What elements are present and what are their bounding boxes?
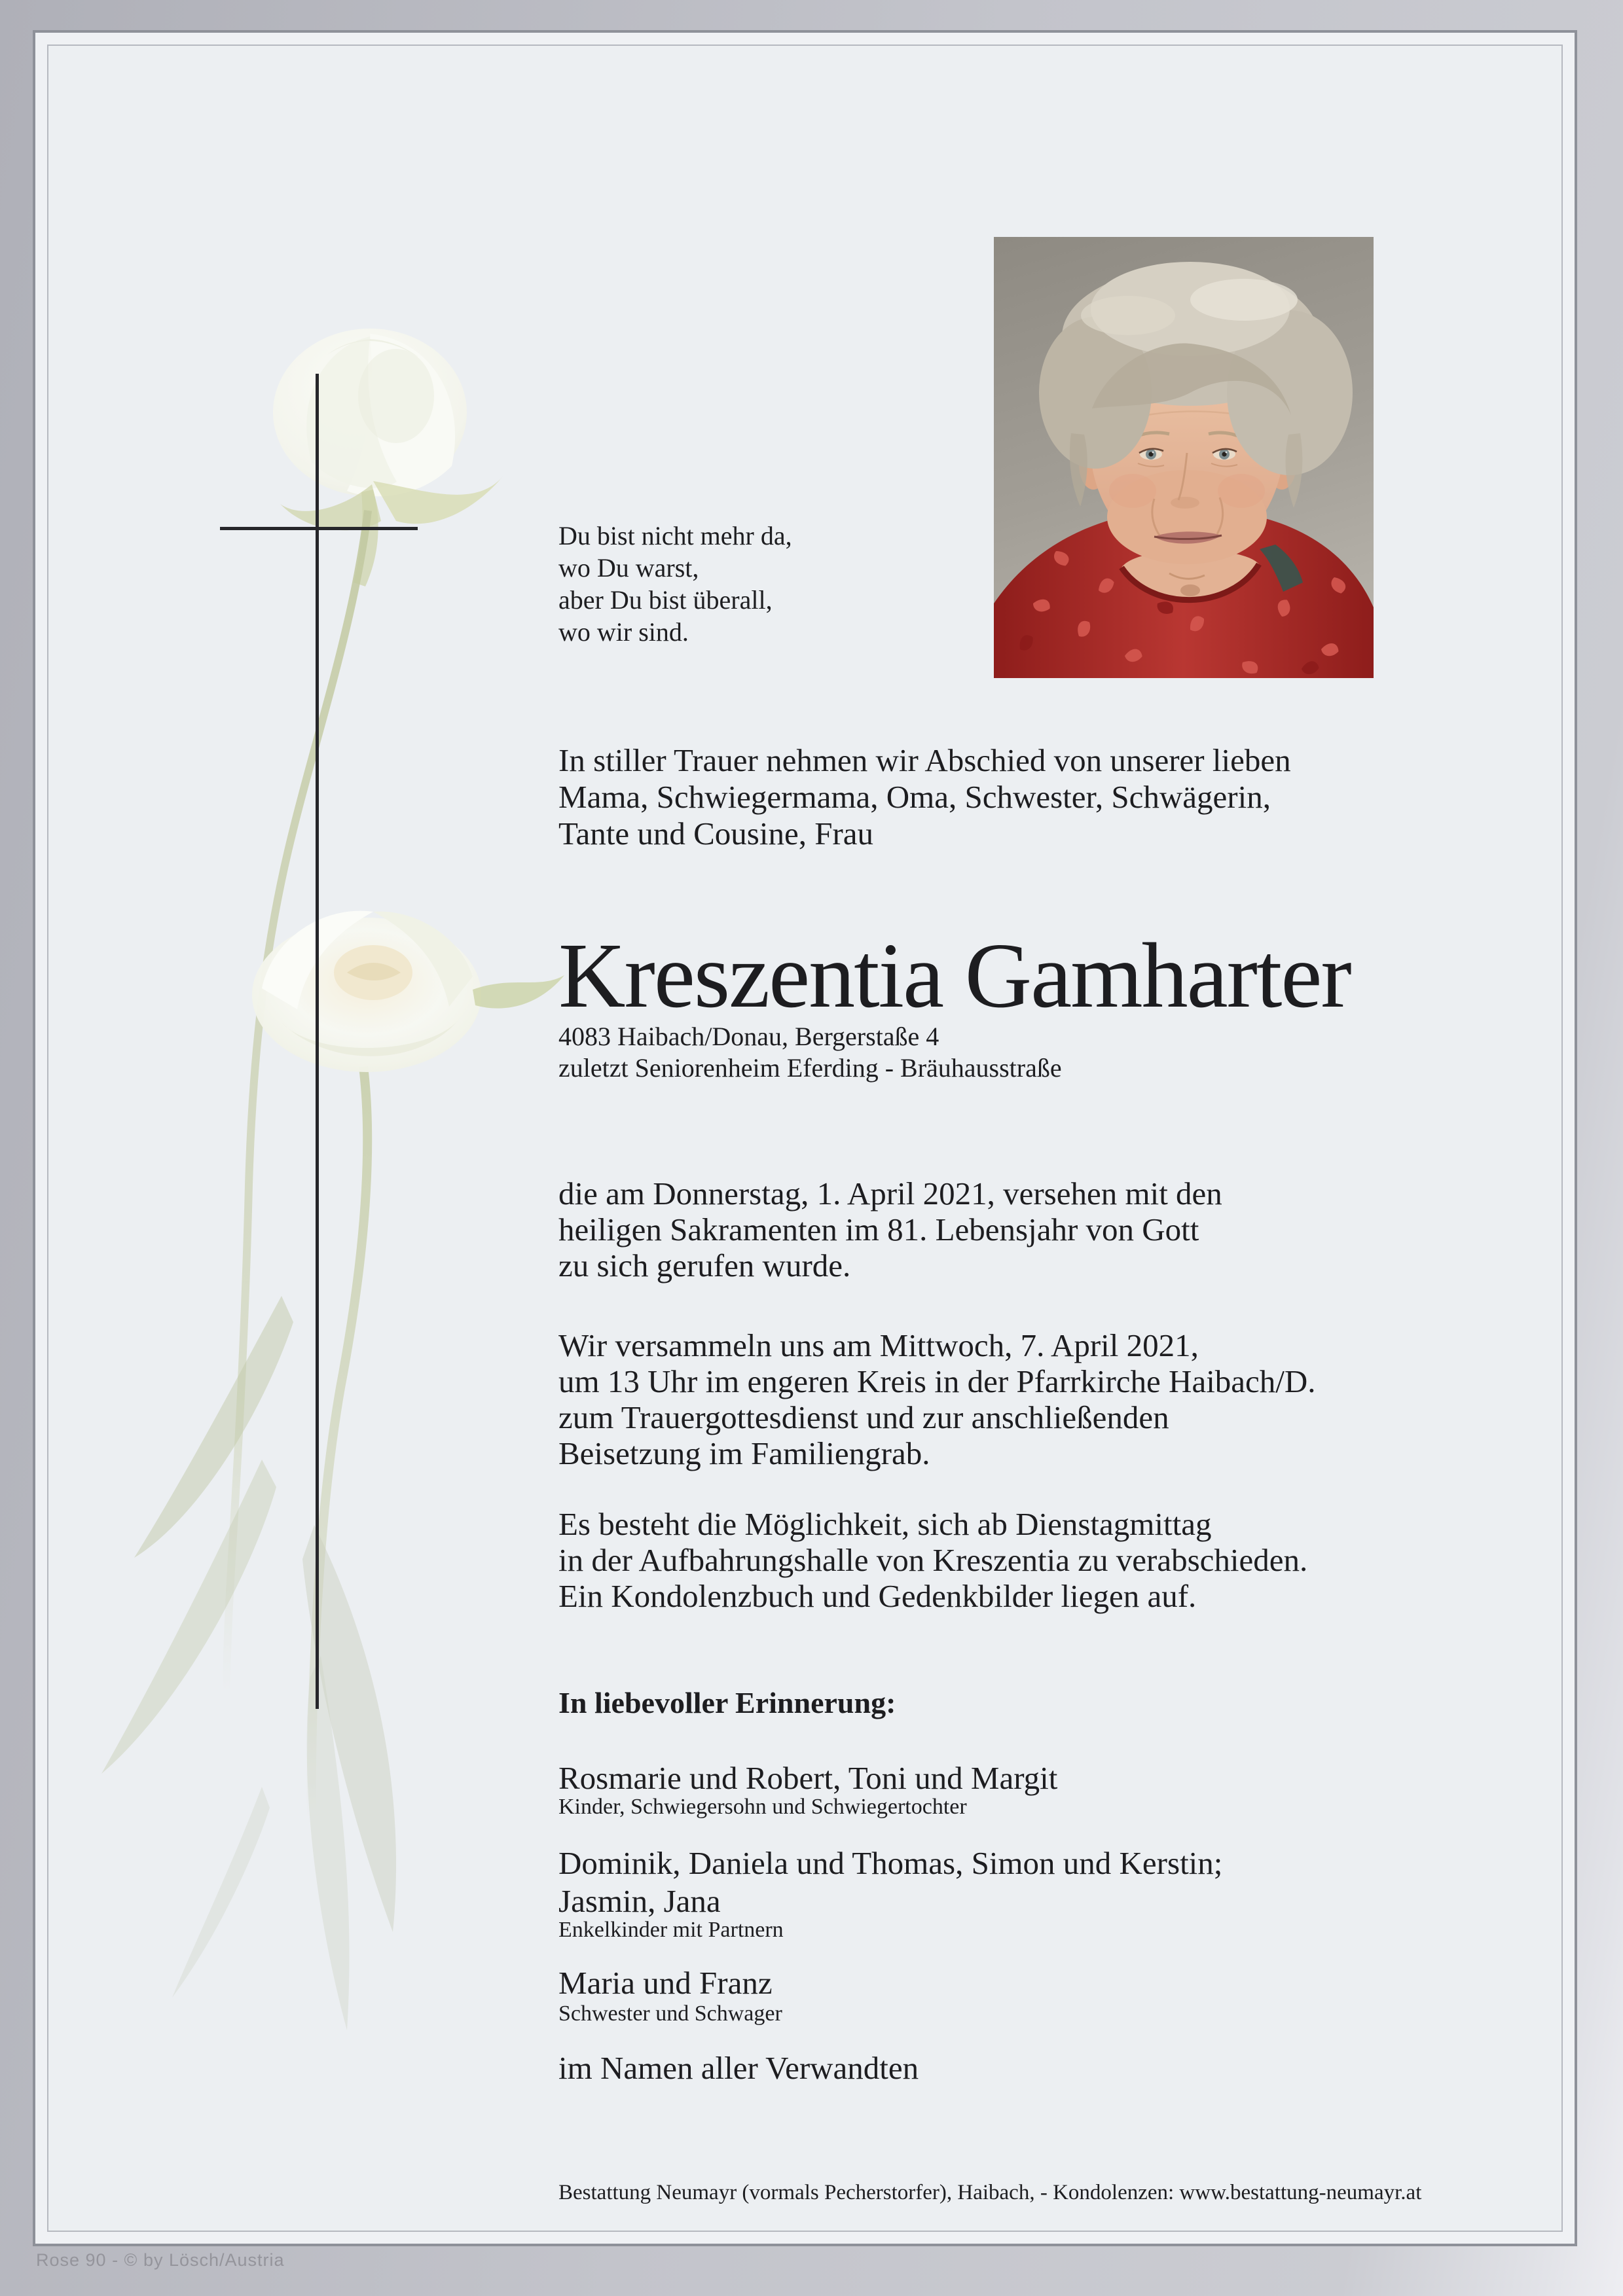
deceased-address-block bbox=[558, 1021, 1062, 1084]
quote-line: wo wir sind. bbox=[558, 617, 689, 647]
condolence-line: Ein Kondolenzbuch und Gedenkbilder liegen auf. bbox=[558, 1578, 1197, 1614]
condolence-paragraph bbox=[558, 1506, 1307, 1614]
closing-line: im Namen aller Verwandten bbox=[558, 2050, 919, 2086]
quote-line: aber Du bist überall, bbox=[558, 585, 773, 615]
rose-bud-upper bbox=[273, 329, 503, 586]
condolence-line: in der Aufbahrungshalle von Kreszentia zu verabschieden. bbox=[558, 1542, 1308, 1578]
intro-line: Tante und Cousine, Frau bbox=[558, 816, 874, 852]
intro-paragraph bbox=[558, 742, 1291, 852]
remembrance-heading: In liebevoller Erinnerung: bbox=[558, 1686, 896, 1719]
mourner-group-3-relation: Schwester und Schwager bbox=[558, 2001, 782, 2026]
mourner-group-1-relation: Kinder, Schwiegersohn und Schwiegertochter bbox=[558, 1795, 967, 1819]
mourner-group-2-line: Jasmin, Jana bbox=[558, 1883, 721, 1919]
passing-line: zu sich gerufen wurde. bbox=[558, 1247, 851, 1283]
print-credit: Rose 90 - © by Lösch/Austria bbox=[36, 2250, 285, 2270]
condolence-line: Es besteht die Möglichkeit, sich ab Dienstagmittag bbox=[558, 1506, 1212, 1542]
funeral-home-footer: Bestattung Neumayr (vormals Pecherstorfer), Haibach, - Kondolenzen: www.bestattung-neumayr.at bbox=[558, 2181, 1422, 2204]
portrait-photo bbox=[994, 237, 1374, 678]
intro-line: Mama, Schwiegermama, Oma, Schwester, Schwägerin, bbox=[558, 779, 1271, 815]
rose-leaves bbox=[101, 1296, 396, 2030]
service-paragraph bbox=[558, 1327, 1316, 1471]
passing-paragraph bbox=[558, 1175, 1222, 1283]
cross-horizontal-bar bbox=[220, 527, 418, 530]
service-line: Wir versammeln uns am Mittwoch, 7. April 2021, bbox=[558, 1327, 1199, 1363]
service-line: um 13 Uhr im engeren Kreis in der Pfarrkirche Haibach/D. bbox=[558, 1363, 1316, 1399]
cross-vertical-bar bbox=[316, 374, 319, 1709]
deceased-address: 4083 Haibach/Donau, Bergerstaße 4 bbox=[558, 1022, 939, 1051]
passing-line: die am Donnerstag, 1. April 2021, versehen mit den bbox=[558, 1175, 1222, 1211]
rose-bloom-lower bbox=[252, 911, 564, 1072]
memorial-quote bbox=[558, 520, 792, 648]
mourner-group-1-names: Rosmarie und Robert, Toni und Margit bbox=[558, 1760, 1058, 1796]
service-line: zum Trauergottesdienst und zur anschließenden bbox=[558, 1399, 1169, 1435]
deceased-last-residence: zuletzt Seniorenheim Eferding - Bräuhausstraße bbox=[558, 1053, 1062, 1083]
service-line: Beisetzung im Familiengrab. bbox=[558, 1435, 930, 1471]
quote-line: Du bist nicht mehr da, bbox=[558, 521, 792, 550]
deceased-name: Kreszentia Gamharter bbox=[558, 924, 1351, 1027]
mourner-group-2-relation: Enkelkinder mit Partnern bbox=[558, 1918, 784, 1942]
mourner-group-3-names: Maria und Franz bbox=[558, 1965, 773, 2001]
passing-line: heiligen Sakramenten im 81. Lebensjahr von Gott bbox=[558, 1211, 1199, 1247]
mourner-group-2-line: Dominik, Daniela und Thomas, Simon und Kerstin; bbox=[558, 1845, 1223, 1881]
intro-line: In stiller Trauer nehmen wir Abschied von unserer lieben bbox=[558, 742, 1291, 778]
mourner-group-2-names bbox=[558, 1844, 1222, 1920]
quote-line: wo Du warst, bbox=[558, 553, 699, 583]
